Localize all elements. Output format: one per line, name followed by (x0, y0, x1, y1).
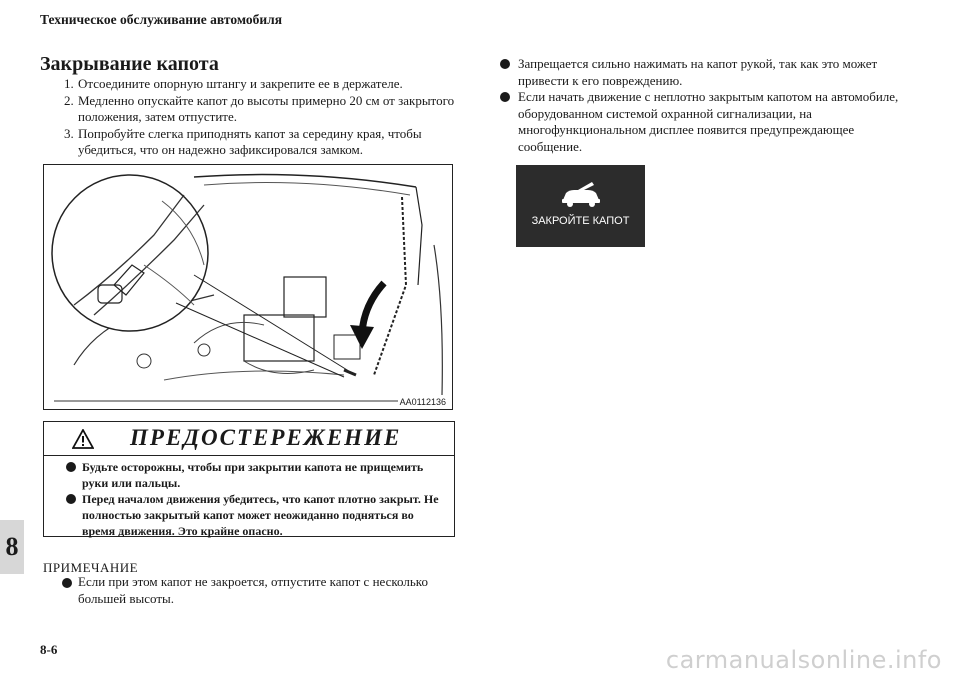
multi-info-display (516, 165, 645, 247)
warning-item (66, 459, 446, 491)
warning-title: ПРЕДОСТЕРЕЖЕНИЕ (130, 425, 402, 450)
step-text: Отсоедините опорную штангу и закрепите ее в держателе. (78, 76, 403, 91)
step-number: 2. (64, 92, 74, 108)
note-item (62, 574, 462, 607)
procedure-steps (64, 76, 464, 159)
running-header: Техническое обслуживание автомобиля (40, 12, 282, 27)
right-note-text: Запрещается сильно нажимать на капот рукой, так как это может привести к его повреждению. (518, 56, 878, 88)
step-text: Попробуйте слегка приподнять капот за середину края, чтобы убедиться, что он надежно зафиксировался замком. (78, 125, 422, 157)
car-hood-open-icon (560, 180, 602, 208)
section-title: Закрывание капота (40, 53, 219, 75)
step-3 (64, 126, 464, 159)
watermark: carmanualsonline.info (665, 646, 942, 674)
chapter-tab (0, 520, 24, 574)
step-text: Медленно опускайте капот до высоты примерно 20 см от закрытого положения, затем отпустите. (78, 92, 455, 124)
right-note-item (500, 56, 900, 89)
chapter-number: 8 (5, 532, 19, 561)
warning-item-text: Перед началом движения убедитесь, что капот плотно закрыт. Не полностью закрытый капот может неожиданно подняться во время движения. Это крайне опасно. (82, 492, 439, 538)
step-1 (64, 76, 464, 93)
engine-bay-illustration (43, 164, 453, 410)
step-number: 3. (64, 125, 74, 141)
warning-box (43, 421, 455, 537)
warning-items (66, 459, 446, 539)
bullet-icon (500, 92, 510, 102)
warning-item-text: Будьте осторожны, чтобы при закрытии капота не прищемить руки или пальцы. (82, 460, 424, 490)
warning-item (66, 491, 446, 539)
right-note-text: Если начать движение с неплотно закрытым капотом на автомобиле, оборудованном системой охранной сигнализации, на многофункциональном дисплее появится предупреждающее сообщение. (518, 89, 899, 154)
figure-code: AA0112136 (399, 397, 446, 407)
bullet-icon (66, 462, 76, 472)
warning-triangle-icon (72, 429, 94, 449)
bullet-icon (62, 578, 72, 588)
display-message: ЗАКРОЙТЕ КАПОТ (531, 215, 630, 227)
bullet-icon (500, 59, 510, 69)
note-item-text: Если при этом капот не закроется, отпустите капот с несколько большей высоты. (78, 574, 428, 606)
step-number: 1. (64, 76, 74, 91)
warning-header (44, 422, 454, 456)
step-2 (64, 93, 464, 126)
right-column-notes (500, 56, 900, 155)
note-heading: ПРИМЕЧАНИЕ (43, 560, 139, 575)
page-number: 8-6 (40, 642, 58, 657)
bullet-icon (66, 494, 76, 504)
right-note-item (500, 89, 900, 155)
engine-bay-drawing (44, 165, 453, 410)
